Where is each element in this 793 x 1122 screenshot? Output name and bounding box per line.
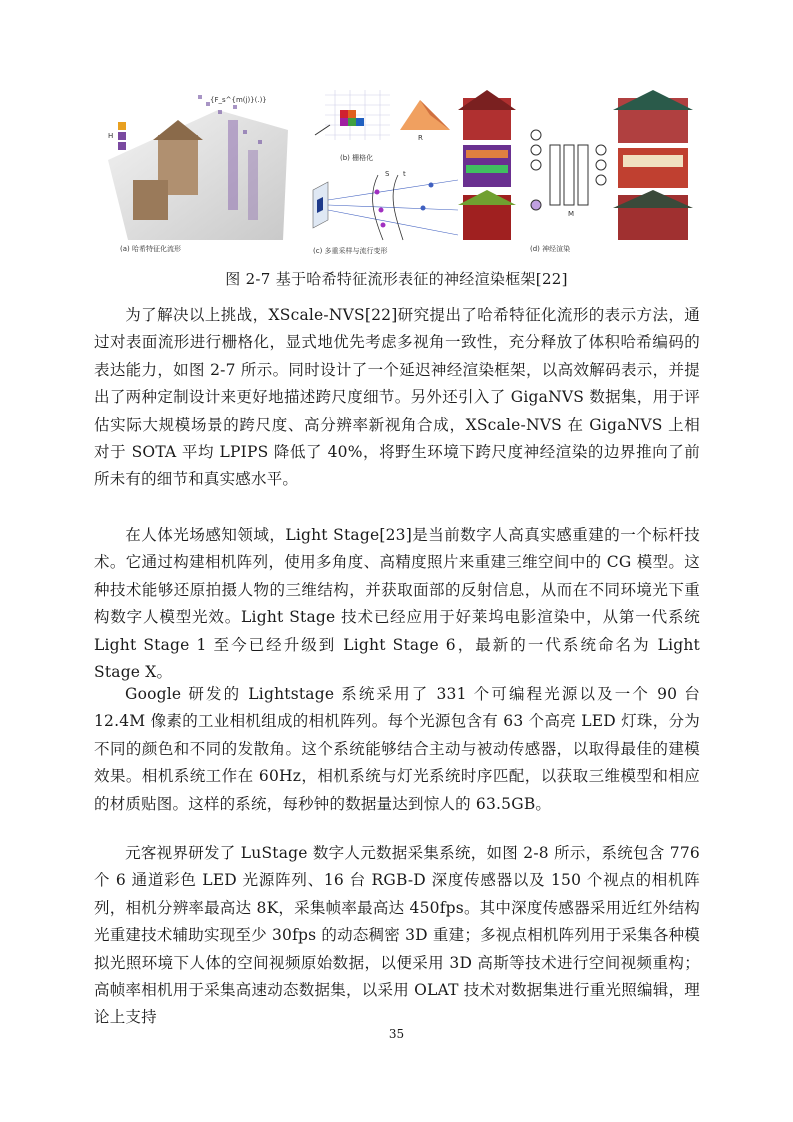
panel-c-multisample — [303, 170, 463, 260]
panel-b-label: (b) 栅格化 — [340, 154, 374, 162]
panel-a-label: (a) 哈希特征化流形 — [120, 245, 181, 253]
panel-d-label: (d) 神经渲染 — [530, 245, 571, 253]
panel-a-illustration — [98, 90, 298, 240]
panel-c-label: (c) 多重采样与流行变形 — [313, 247, 388, 255]
symbol-t: t — [403, 170, 406, 178]
panel-b-illustration — [310, 90, 460, 160]
paragraph-1-text: 为了解决以上挑战，XScale-NVS[22]研究提出了哈希特征化流形的表示方法，通过对表面流形进行栅格化，显式地优先考虑多视角一致性，充分释放了体积哈希编码的表达能力，如图 2-7 所示。同时设计了一个延迟神经渲染框架，以高效解码表示，并提出了两种定制设计来更好地描述跨尺度细节。另外还引入了 GigaNVS 数据集，用于评估实际大规模场景的跨尺度、高分辨率新视角合成，XScale-NVS 在 GigaNVS 上相对于 SOTA 平均 LPIPS 降低了 40%，将野生环境下跨尺度神经渲染的边界推向了前所未有的细节和真实感水平。 — [94, 306, 700, 489]
paragraph-2-text: 在人体光场感知领域，Light Stage[23]是当前数字人高真实感重建的一个标杆技术。它通过构建相机阵列，使用多角度、高精度照片来重建三维空间中的 CG 模型。这种技术能够还原拍摄人物的三维结构，并获取面部的反射信息，从而在不同环境光下重构数字人模型光效。Light Stage 技术已经应用于好莱坞电影渲染中，从第一代系统 Light Stage 1 至今已经升级到 Light Stage 6，最新的一代系统命名为 Light Stage X。 — [94, 526, 700, 682]
panel-c-illustration — [303, 170, 463, 245]
symbol-f-top: {F_s^{m(j)}(.)} — [210, 96, 267, 104]
panel-d-illustration — [458, 90, 698, 245]
paragraph-4 — [94, 840, 700, 1032]
symbol-r: R — [418, 134, 423, 142]
panel-d-neural-rendering — [458, 90, 698, 260]
symbol-s: S — [385, 170, 390, 178]
symbol-m: M — [568, 210, 575, 218]
paragraph-2 — [94, 522, 700, 686]
figure-caption: 图 2-7 基于哈希特征流形表征的神经渲染框架[22] — [225, 270, 568, 288]
paragraph-4-text: 元客视界研发了 LuStage 数字人元数据采集系统，如图 2-8 所示，系统包含 776 个 6 通道彩色 LED 光源阵列、16 台 RGB-D 深度传感器以及 150 个视点的相机阵列，相机分辨率最高达 8K，采集帧率最高达 450fps。其中深度传感器采用近红外结构光重建技术辅助实现至少 30fps 的动态稠密 3D 重建；多视点相机阵列用于采集各种模拟光照环境下人体的空间视频原始数据，以便采用 3D 高斯等技术进行空间视频重构；高帧率相机用于采集高速动态数据集，以采用 OLAT 技术对数据集进行重光照编辑，理论上支持 — [94, 844, 700, 1027]
paragraph-3 — [94, 681, 700, 818]
page-number: 35 — [388, 1027, 405, 1041]
paragraph-3-text: Google 研发的 Lightstage 系统采用了 331 个可编程光源以及一个 90 台 12.4M 像素的工业相机组成的相机阵列。每个光源包含有 63 个高亮 LED 灯珠，分为不同的颜色和不同的发散角。这个系统能够结合主动与被动传感器，以取得最佳的建模效果。相机系统工作在 60Hz，相机系统与灯光系统时序匹配，以获取三维模型和相应的材质贴图。这样的系统，每秒钟的数据量达到惊人的 63.5GB。 — [94, 685, 700, 813]
symbol-h: H — [108, 132, 114, 140]
panel-b-rasterization — [310, 90, 460, 170]
panel-a-hash-manifold — [98, 90, 298, 260]
figure-2-7 — [98, 90, 698, 260]
paragraph-1 — [94, 302, 700, 494]
